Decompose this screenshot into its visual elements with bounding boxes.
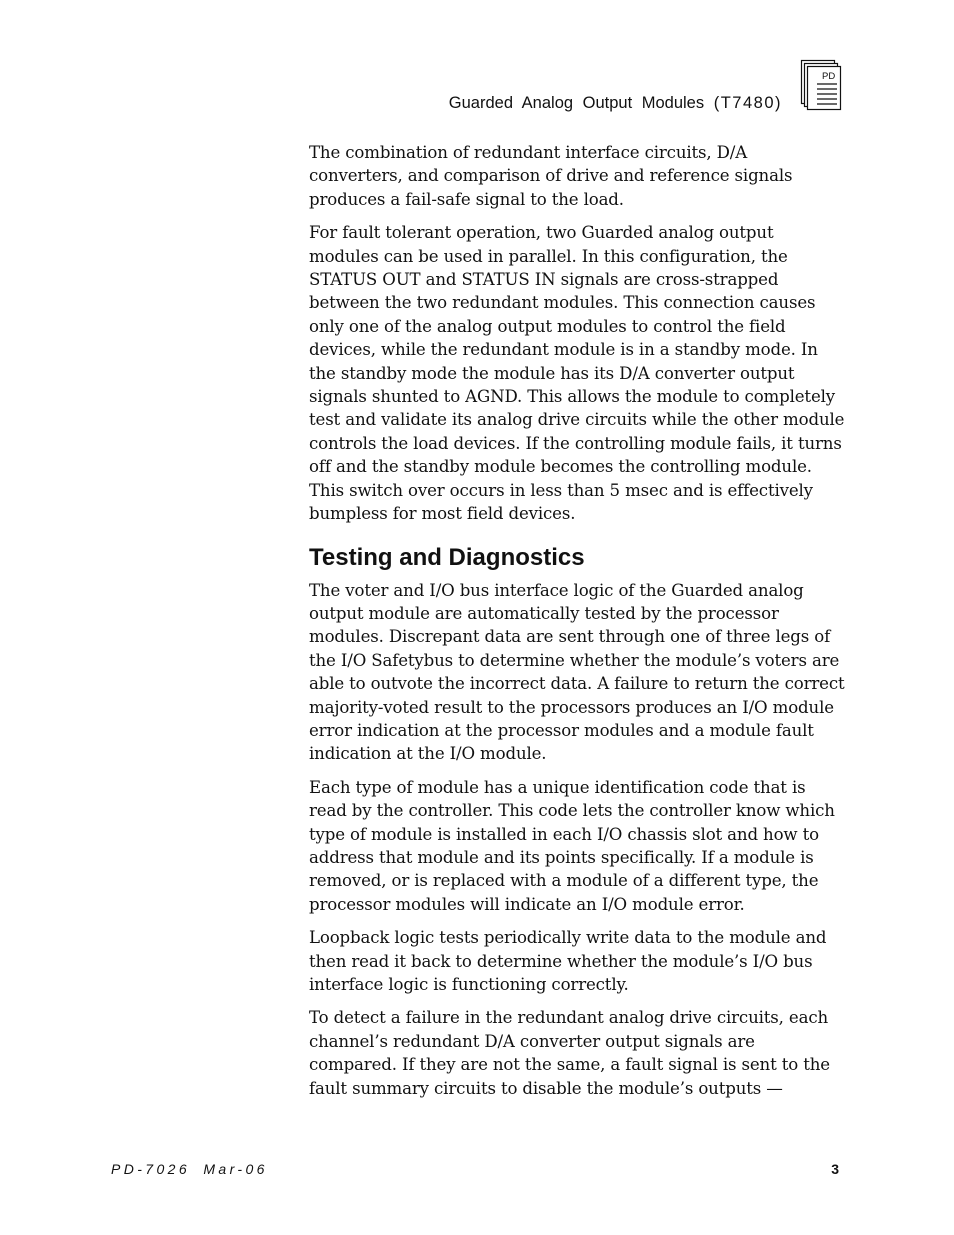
- paragraph-voter-testing: The voter and I/O bus interface logic of the Guarded analog output module are automatically tested by the processor modules. Discrepant data are sent through one of three legs of the I/O Safetybus to determine whether the module’s voters are able to outvote the incorrect data. A failure to return the correct majority-voted result to the processors produces an I/O module error indication at the processor modules and a module fault indication at the I/O module.: [309, 580, 845, 764]
- header-model-number: (T7480): [713, 94, 782, 112]
- main-content: [309, 141, 845, 1110]
- section-heading-testing-diagnostics: Testing and Diagnostics: [309, 543, 585, 571]
- paragraph-identification-code: Each type of module has a unique identification code that is read by the controller. This code lets the controller know which type of module is installed in each I/O chassis slot and how to address that module and its points specifically. If a module is removed, or is replaced with a module of a different type, the processor modules will indicate an I/O module error.: [309, 777, 835, 914]
- footer-page-number: 3: [831, 1161, 839, 1177]
- running-header: [300, 94, 782, 113]
- pd-icon-label: PD: [822, 71, 836, 82]
- header-title: Guarded Analog Output Modules: [448, 94, 705, 112]
- footer-document-id: PD-7026 Mar-06: [111, 1161, 268, 1177]
- paragraph-fault-tolerant: For fault tolerant operation, two Guarded analog output modules can be used in parallel. In this configuration, the STATUS OUT and STATUS IN signals are cross-strapped between the two redundant modules. This connection causes only one of the analog output modules to control the field devices, while the redundant module is in a standby mode. In the standby mode the module has its D/A converter output signals shunted to AGND. This allows the module to completely test and validate its analog drive circuits while the other module controls the load devices. If the controlling module fails, it turns off and the standby module becomes the controlling module. This switch over occurs in less than 5 msec and is effectively bumpless for most field devices.: [309, 223, 845, 524]
- paragraph-failsafe: The combination of redundant interface circuits, D/A converters, and comparison of drive and reference signals produces a fail-safe signal to the load.: [309, 143, 793, 209]
- paragraph-drive-circuit-failure: To detect a failure in the redundant analog drive circuits, each channel’s redundant D/A converter output signals are compared. If they are not the same, a fault signal is sent to the fault summary circuits to disable the module’s outputs —: [309, 1008, 830, 1098]
- paragraph-loopback: Loopback logic tests periodically write data to the module and then read it back to determine whether the module’s I/O bus interface logic is functioning correctly.: [309, 928, 827, 994]
- pd-document-icon: [800, 58, 842, 112]
